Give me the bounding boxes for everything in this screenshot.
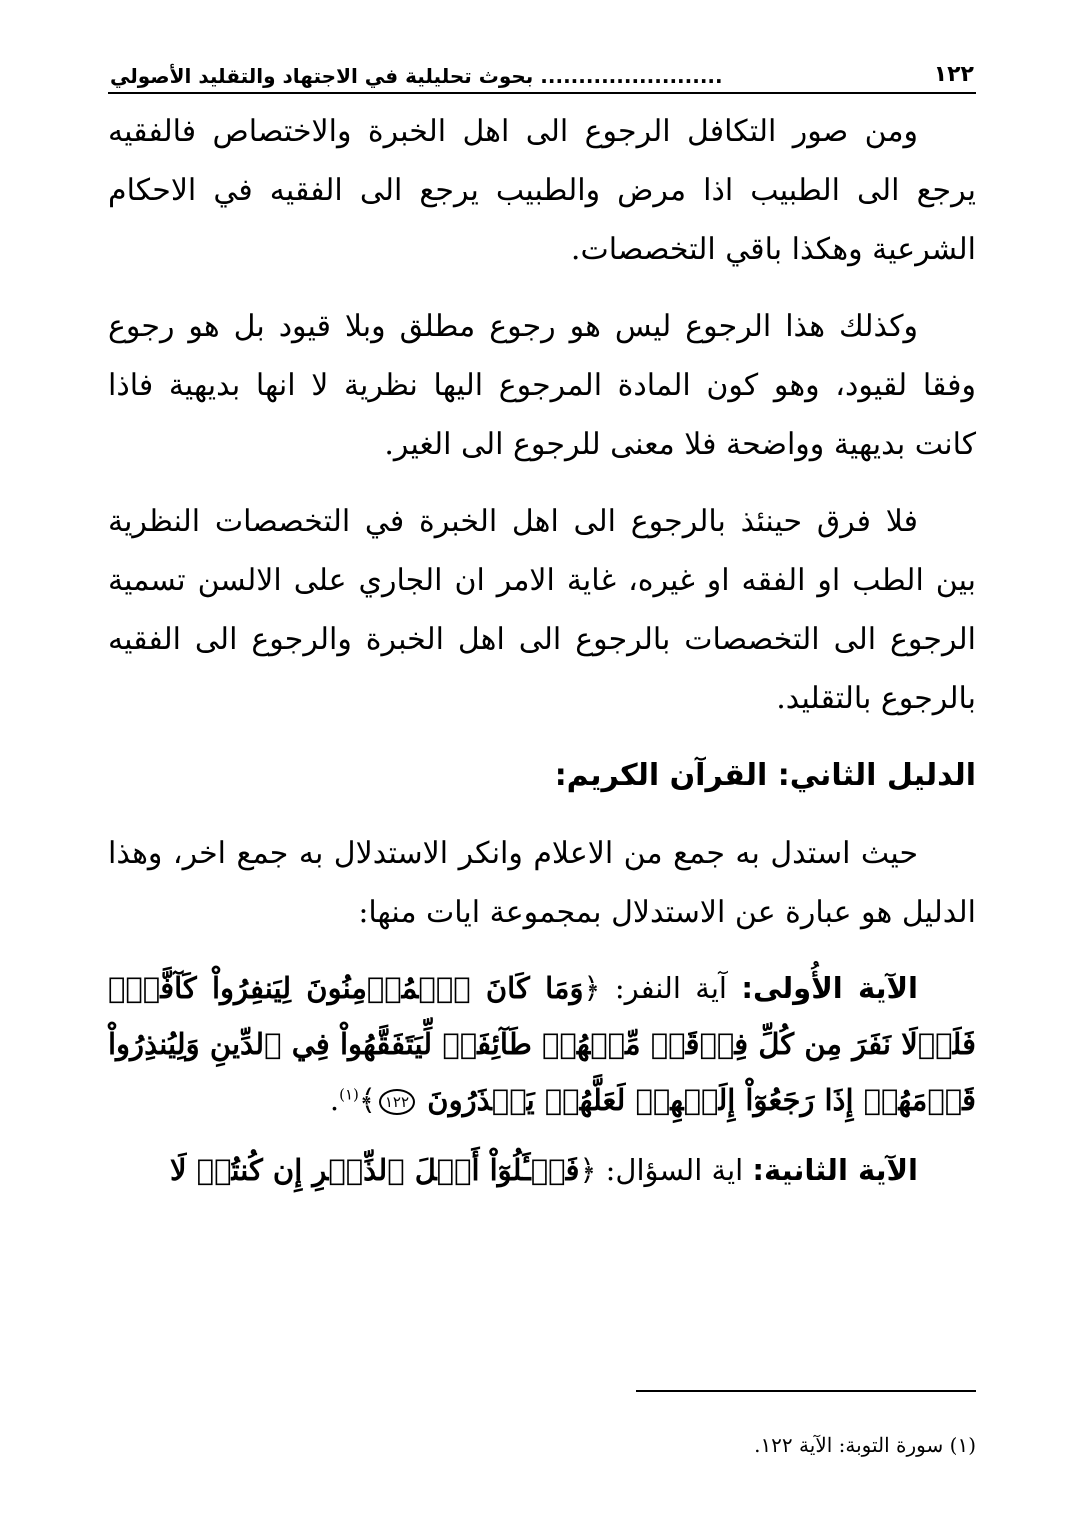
paragraph-2 xyxy=(108,297,976,474)
verse-1-label: الآية الأُولى: xyxy=(741,971,918,1005)
section-intro xyxy=(108,824,976,942)
verse-2-label: الآية الثانية: xyxy=(752,1153,918,1187)
verse-2-open-bracket: ﴿ xyxy=(579,1153,597,1187)
paragraph-3-text: فلا فرق حينئذ بالرجوع الى اهل الخبرة في التخصصات النظرية بين الطب او الفقه او غيره، غاية الامر ان الجاري على الالسن تسمية الرجوع الى التخصصات بالرجوع الى اهل الخبرة والرجوع الى الفقيه بالرجوع بالتقليد. xyxy=(108,504,976,716)
section-heading: الدليل الثاني: القرآن الكريم: xyxy=(554,758,976,793)
verse-2-quran-text: فَسۡـَٔلُوٓاْ أَهۡلَ ٱلذِّكۡرِ إِن كُنتُمۡ لَا xyxy=(170,1153,580,1187)
paragraph-2-text: وكذلك هذا الرجوع ليس هو رجوع مطلق وبلا قيود بل هو رجوع وفقا لقيود، وهو كون المادة المرجوع اليها نظرية لا انها بديهية فاذا كانت بديهية وواضحة فلا معنى للرجوع الى الغير. xyxy=(108,309,976,462)
verse-1-open-bracket: ﴿ xyxy=(583,971,601,1005)
footnote: (١) سورة التوبة: الآية ١٢٢. xyxy=(754,1433,976,1457)
verse-1-name: آية النفر: xyxy=(614,971,727,1005)
header-leader-dots: ........................ xyxy=(540,64,723,88)
verse-1-close-bracket: ﴾ xyxy=(358,1083,376,1117)
paragraph-1-text: ومن صور التكافل الرجوع الى اهل الخبرة والاختصاص فالفقيه يرجع الى الطبيب اذا مرض والطبيب يرجع الى الفقيه في الاحكام الشرعية وهكذا باقي التخصصات. xyxy=(108,114,976,267)
running-title xyxy=(110,66,723,86)
footnote-separator xyxy=(636,1390,976,1392)
paragraph-3 xyxy=(108,492,976,728)
page-number: ١٢٢ xyxy=(933,62,974,87)
verse-1-quran-text: وَمَا كَانَ ٱلۡمُؤۡمِنُونَ لِيَنفِرُواْ كَآفَّةٗۚ فَلَوۡلَا نَفَرَ مِن كُلِّ فِرۡقَةٖ مِّنۡهُمۡ طَآئِفَةٞ لِّيَتَفَقَّهُواْ فِي ٱلدِّينِ وَلِيُنذِرُواْ قَوۡمَهُمۡ إِذَا رَجَعُوٓاْ إِلَيۡهِمۡ لَعَلَّهُمۡ يَحۡذَرُونَ xyxy=(108,971,976,1117)
ayah-number-marker: ١٢٢ xyxy=(379,1089,415,1115)
section-intro-text: حيث استدل به جمع من الاعلام وانكر الاستدلال به جمع اخر، وهذا الدليل هو عبارة عن الاستدلال بمجموعة ايات منها: xyxy=(108,836,976,930)
verse-1 xyxy=(108,960,976,1128)
paragraph-1 xyxy=(108,102,976,279)
verse-2 xyxy=(108,1142,976,1198)
body-text xyxy=(108,102,976,1198)
running-header xyxy=(108,52,976,94)
verse-2-name: اية السؤال: xyxy=(605,1153,744,1187)
verse-1-end-mark: . xyxy=(329,1083,340,1117)
footnote-reference: (١) xyxy=(339,1085,359,1104)
book-title: بحوث تحليلية في الاجتهاد والتقليد الأصولي xyxy=(110,64,534,88)
document-page xyxy=(108,52,976,1492)
